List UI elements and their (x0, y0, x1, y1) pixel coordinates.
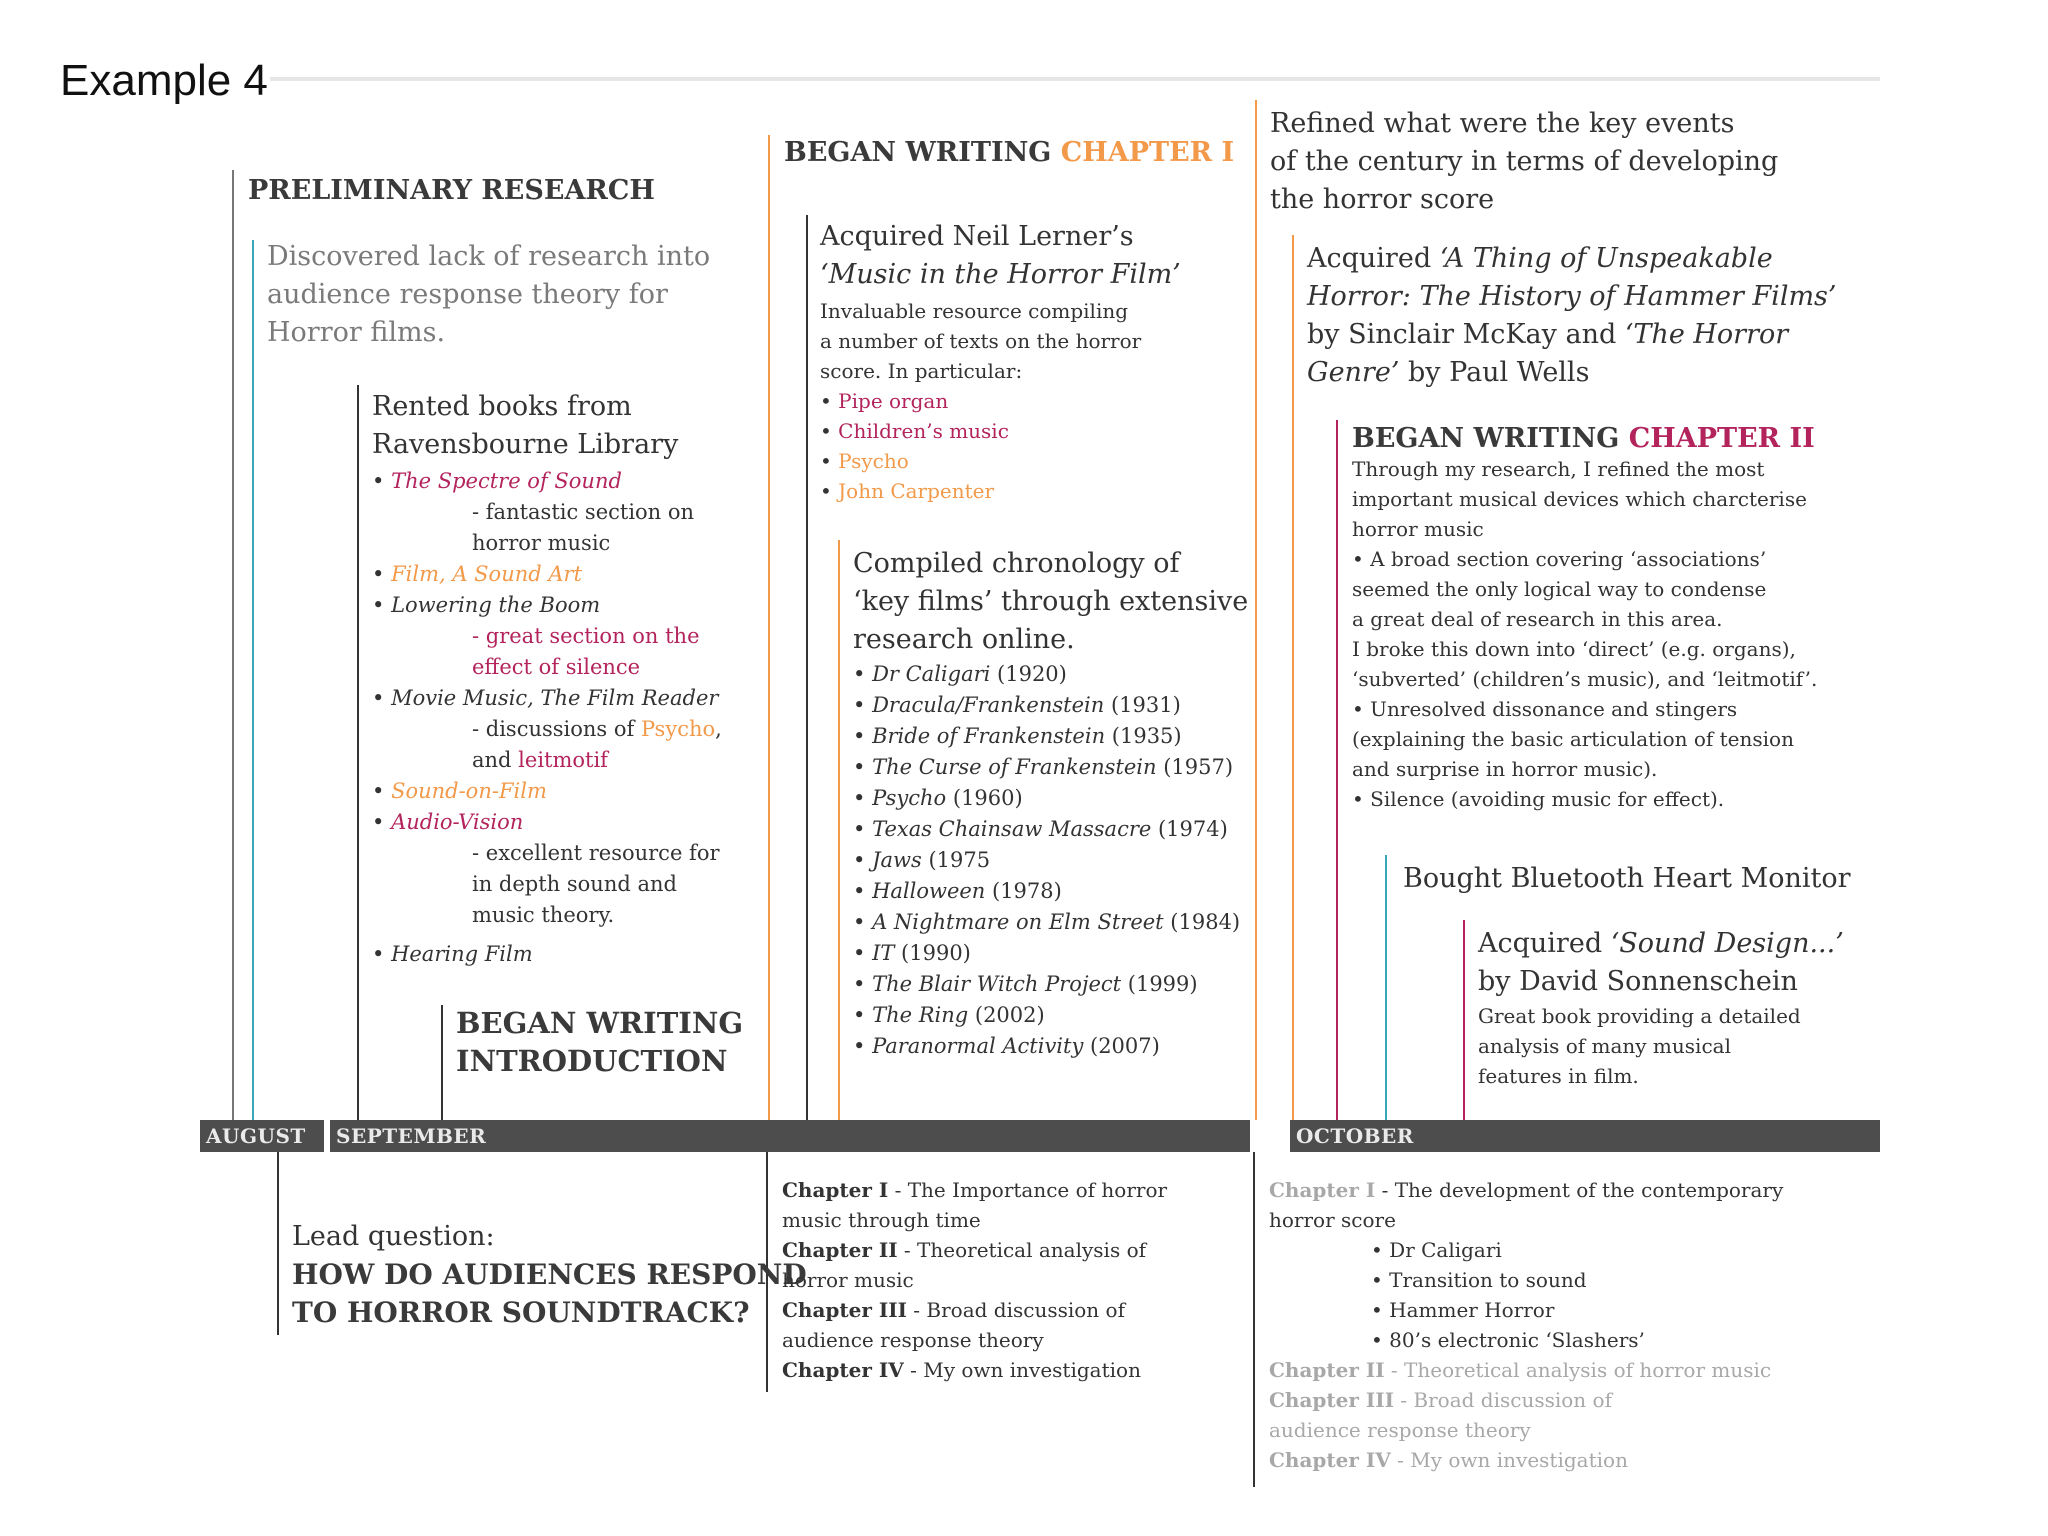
hammer-block: Acquired ‘A Thing of Unspeakable Horror: The History of Hammer Films’ by Sinclair McKay and ‘The Horror Genre’ by Paul Wells (1307, 243, 1837, 388)
film-item: • A Nightmare on Elm Street (1984) (853, 907, 1253, 938)
line-lerner (806, 215, 808, 1120)
line-chapter2 (1336, 420, 1338, 1120)
chapters-plan (782, 1175, 1222, 1385)
october-plan: Chapter I - The development of the contemporary horror score • Dr Caligari • Transition to sound • Hammer Horror • 80’s electronic ‘Slashers’ Chapter II - Theoretical analysis of horror music Chapter III - Broad discussion of audience response theory Chapter IV - My own investigation (1269, 1175, 1889, 1475)
book-movie-music: • Movie Music, The Film Reader (372, 683, 752, 714)
october-sub-slashers: • 80’s electronic ‘Slashers’ (1371, 1325, 1889, 1355)
book-note-audio-vision: - excellent resource for in depth sound and music theory. (472, 841, 720, 927)
rented-block (372, 388, 752, 970)
chapter-plan-item: Chapter IV - My own investigation (782, 1358, 1141, 1382)
chapter2-line: (explaining the basic articulation of tension (1352, 727, 1794, 751)
book-spectre-of-sound: • The Spectre of Sound (372, 466, 752, 497)
preliminary-heading: PRELIMINARY RESEARCH (248, 175, 655, 206)
chapter2-line: ‘subverted’ (children’s music), and ‘leitmotif’. (1352, 667, 1818, 691)
chronology-block: Compiled chronology of ‘key films’ through extensive research online. • Dr Caligari (1920) • Dracula/Frankenstein (1931) • Bride of Frankenstein (1935) • The Curse of Frankenstein (1957) • Psycho (1960) • Texas Chainsaw Massacre (1974) • Jaws (1975 • Halloween (1978) • A Nightmare on Elm Street (1984) • IT (1990) • The Blair Witch Project (1999) • The Ring (2002) • Paranormal Activity (2007) (853, 545, 1253, 1062)
line-rented (357, 385, 359, 1120)
line-preliminary (232, 170, 234, 1120)
book-hearing-film: • Hearing Film (372, 939, 752, 970)
line-heart (1385, 855, 1387, 1120)
october-sub-transition: • Transition to sound (1371, 1265, 1889, 1295)
lead-question (292, 1218, 807, 1332)
october-sub-hammer: • Hammer Horror (1371, 1295, 1889, 1325)
film-item: • Halloween (1978) (853, 876, 1253, 907)
chapter2-line: and surprise in horror music). (1352, 757, 1658, 781)
film-item: • Texas Chainsaw Massacre (1974) (853, 814, 1253, 845)
chapter2-block (1352, 423, 1892, 814)
line-october-plan (1253, 1152, 1255, 1487)
film-item: • The Ring (2002) (853, 1000, 1253, 1031)
line-chapter1 (768, 135, 770, 1120)
chapter2-line: • Unresolved dissonance and stingers (1352, 697, 1738, 721)
chapter-plan-item: Chapter III - Broad discussion of (782, 1298, 1125, 1322)
book-note-spectre: - fantastic section on horror music (472, 500, 695, 555)
chapter2-line: • Silence (avoiding music for effect). (1352, 787, 1725, 811)
film-item: • Bride of Frankenstein (1935) (853, 721, 1253, 752)
month-bar-august (200, 1120, 324, 1152)
film-item: • The Blair Witch Project (1999) (853, 969, 1253, 1000)
chapter2-line: seemed the only logical way to condense (1352, 577, 1767, 601)
sonnenschein-block: Acquired ‘Sound Design...’ by David Sonnenschein Great book providing a detailed analysis of many musical features in film. (1478, 928, 1844, 1088)
film-item: • Psycho (1960) (853, 783, 1253, 814)
slide-title: Example 4 (60, 56, 268, 105)
chapter-plan-item-cont: horror music (782, 1268, 914, 1292)
chapter-plan-item: Chapter I - The Importance of horror (782, 1178, 1168, 1202)
chapter2-line: a great deal of research in this area. (1352, 607, 1723, 631)
chapter2-line: important musical devices which charcterise (1352, 487, 1807, 511)
lerner-block: Acquired Neil Lerner’s ‘Music in the Horror Film’ Invaluable resource compiling a number of texts on the horror score. In particular: • Pipe organ • Children’s music • Psycho • John Carpenter (820, 218, 1240, 506)
chapter-plan-item-cont: audience response theory (782, 1328, 1044, 1352)
lerner-item-pipe-organ: • Pipe organ (820, 386, 1240, 416)
lead-question-line1: HOW DO AUDIENCES RESPOND (292, 1258, 807, 1291)
lerner-item-john-carpenter: • John Carpenter (820, 476, 1240, 506)
intro-heading: BEGAN WRITING INTRODUCTION (456, 1006, 744, 1078)
chapter2-line: horror music (1352, 517, 1484, 541)
rented-title: Rented books from Ravensbourne Library (372, 391, 679, 460)
chapter1-heading: BEGAN WRITING CHAPTER I (784, 137, 1235, 168)
october-sub-caligari: • Dr Caligari (1371, 1235, 1889, 1265)
chapter2-text (1352, 454, 1892, 814)
film-item: • Jaws (1975 (853, 845, 1253, 876)
film-item: • Dracula/Frankenstein (1931) (853, 690, 1253, 721)
book-note-movie-music: - discussions of Psycho, and leitmotif (472, 717, 722, 772)
chapter2-heading: BEGAN WRITING CHAPTER II (1352, 423, 1815, 454)
chapter2-line: • A broad section covering ‘associations’ (1352, 547, 1767, 571)
month-label-october: OCTOBER (1296, 1124, 1414, 1148)
line-refined (1255, 100, 1257, 1120)
film-item: • The Curse of Frankenstein (1957) (853, 752, 1253, 783)
lead-question-line2: TO HORROR SOUNDTRACK? (292, 1296, 750, 1329)
line-chronology (838, 540, 840, 1120)
lerner-item-psycho: • Psycho (820, 446, 1240, 476)
chapter-plan-item-cont: music through time (782, 1208, 981, 1232)
film-list (853, 659, 1253, 1062)
refined-text: Refined what were the key events of the century in terms of developing the horror score (1270, 108, 1779, 215)
line-sonnenschein (1463, 920, 1465, 1120)
chapter2-line: I broke this down into ‘direct’ (e.g. organs), (1352, 637, 1796, 661)
month-bar-september (330, 1120, 1250, 1152)
month-bar-october (1290, 1120, 1880, 1152)
top-divider (270, 77, 1880, 81)
book-sound-on-film: • Sound-on-Film (372, 776, 752, 807)
line-intro (441, 1005, 443, 1120)
book-note-lowering: - great section on the effect of silence (472, 624, 700, 679)
lerner-item-childrens-music: • Children’s music (820, 416, 1240, 446)
line-discovered (252, 240, 254, 1120)
book-audio-vision: • Audio-Vision (372, 807, 752, 838)
chapter-plan-item: Chapter II - Theoretical analysis of (782, 1238, 1147, 1262)
chapter2-line: Through my research, I refined the most (1352, 457, 1765, 481)
film-item: • Paranormal Activity (2007) (853, 1031, 1253, 1062)
film-item: • IT (1990) (853, 938, 1253, 969)
book-lowering-the-boom: • Lowering the Boom (372, 590, 752, 621)
line-lead (277, 1152, 279, 1335)
lead-label: Lead question: (292, 1221, 495, 1252)
film-item: • Dr Caligari (1920) (853, 659, 1253, 690)
book-film-sound-art: • Film, A Sound Art (372, 559, 752, 590)
heart-monitor-text: Bought Bluetooth Heart Monitor (1403, 863, 1851, 894)
line-hammer (1292, 235, 1294, 1120)
month-label-august: AUGUST (206, 1124, 306, 1148)
month-label-september: SEPTEMBER (336, 1124, 487, 1148)
discovered-text: Discovered lack of research into audience response theory for Horror films. (267, 241, 711, 348)
